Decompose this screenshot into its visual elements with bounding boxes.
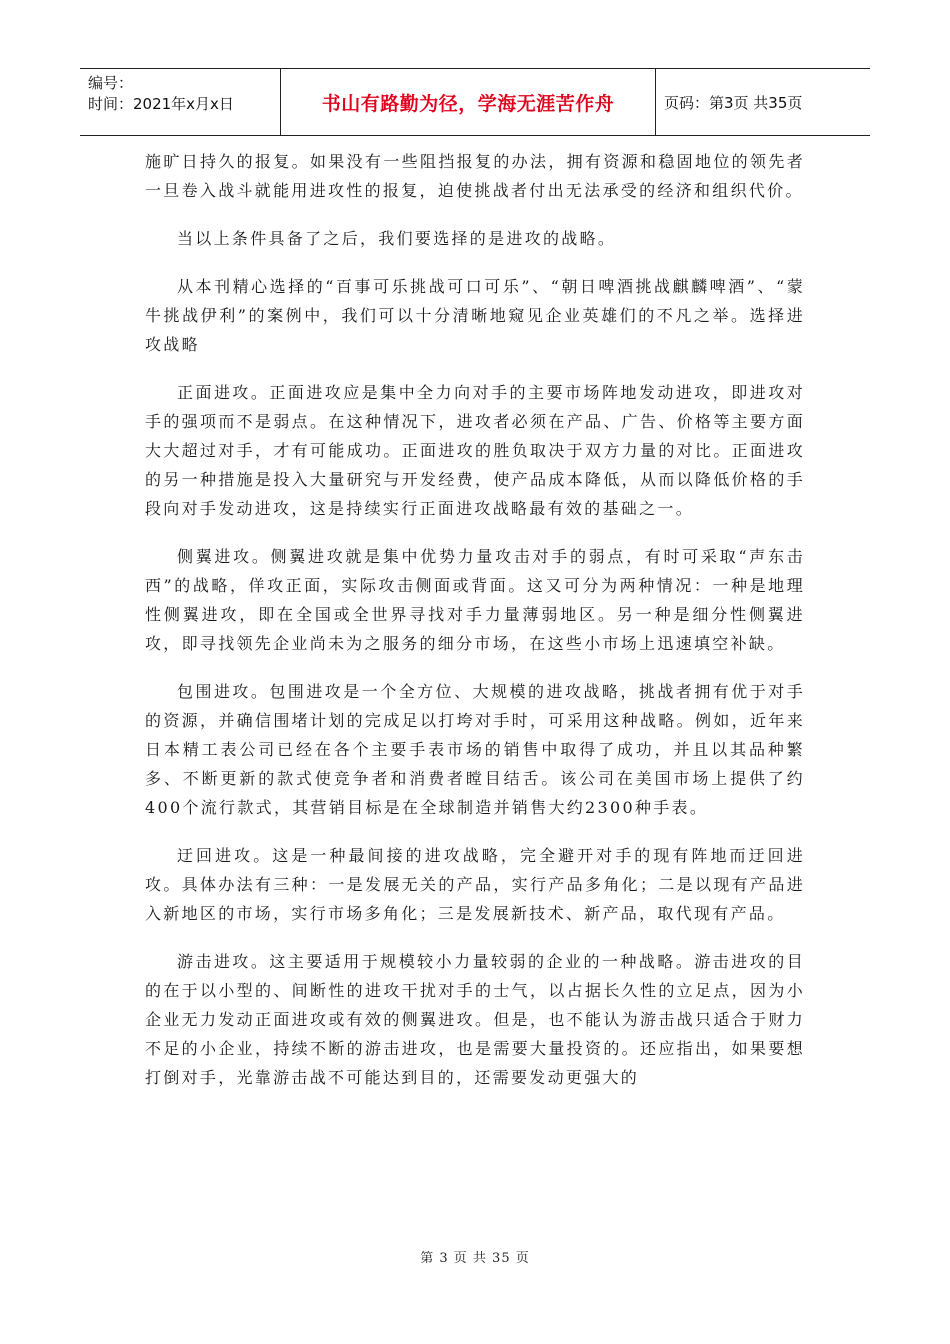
paragraph-bypass-attack: 迂回进攻。这是一种最间接的进攻战略，完全避开对手的现有阵地而迂回进攻。具体办法有三种：一是发展无关的产品，实行产品多角化；二是以现有产品进入新地区的市场，实行市场多角化；三是发展新技术、新产品，取代现有产品。 — [145, 846, 805, 923]
paragraph-guerrilla-attack: 游击进攻。这主要适用于规模较小力量较弱的企业的一种战略。游击进攻的目的在于以小型的、间断性的进攻干扰对手的士气，以占据长久性的立足点，因为小企业无力发动正面进攻或有效的侧翼进攻。但是，也不能认为游击战只适合于财力不足的小企业，持续不断的游击进攻，也是需要大量投资的。还应指出，如果要想打倒对手，光靠游击战不可能达到目的，还需要发动更强大的 — [145, 952, 805, 1087]
header-motto: 书山有路勤为径，学海无涯苦作舟 — [280, 69, 656, 135]
page-footer: 第 3 页 共 35 页 — [420, 1251, 530, 1266]
header-page-code: 页码：第3页 共35页 — [664, 93, 803, 112]
paragraph: 从本刊精心选择的“百事可乐挑战可口可乐”、“朝日啤酒挑战麒麟啤酒”、“蒙牛挑战伊利”的案例中，我们可以十分清晰地窥见企业英雄们的不凡之举。选择进攻战略 — [145, 277, 805, 354]
document-body — [145, 147, 805, 1111]
page-header — [80, 68, 870, 136]
paragraph-frontal-attack: 正面进攻。正面进攻应是集中全力向对手的主要市场阵地发动进攻，即进攻对手的强项而不是弱点。在这种情况下，进攻者必须在产品、广告、价格等主要方面大大超过对手，才有可能成功。正面进攻的胜负取决于双方力量的对比。正面进攻的另一种措施是投入大量研究与开发经费，使产品成本降低，从而以降低价格的手段向对手发动进攻，这是持续实行正面进攻战略最有效的基础之一。 — [145, 383, 805, 518]
paragraph: 当以上条件具备了之后，我们要选择的是进攻的战略。 — [177, 229, 617, 248]
document-number-label: 编号： — [88, 74, 134, 92]
paragraph-encirclement-attack: 包围进攻。包围进攻是一个全方位、大规模的进攻战略，挑战者拥有优于对手的资源，并确信围堵计划的完成足以打垮对手时，可采用这种战略。例如，近年来日本精工表公司已经在各个主要手表市场的销售中取得了成功，并且以其品种繁多、不断更新的款式使竞争者和消费者瞠目结舌。该公司在美国市场上提供了约400个流行款式，其营销目标是在全球制造并销售大约2300种手表。 — [145, 682, 805, 817]
header-meta — [80, 69, 280, 135]
paragraph-continuation: 施旷日持久的报复。如果没有一些阻挡报复的办法，拥有资源和稳固地位的领先者一旦卷入战斗就能用进攻性的报复，迫使挑战者付出无法承受的经济和组织代价。 — [145, 152, 805, 200]
paragraph-flank-attack: 侧翼进攻。侧翼进攻就是集中优势力量攻击对手的弱点，有时可采取“声东击西”的战略，佯攻正面，实际攻击侧面或背面。这又可分为两种情况：一种是地理性侧翼进攻，即在全国或全世界寻找对手力量薄弱地区。另一种是细分性侧翼进攻，即寻找领先企业尚未为之服务的细分市场，在这些小市场上迅速填空补缺。 — [145, 547, 805, 653]
document-time-label: 时间：2021年x月x日 — [88, 95, 234, 113]
